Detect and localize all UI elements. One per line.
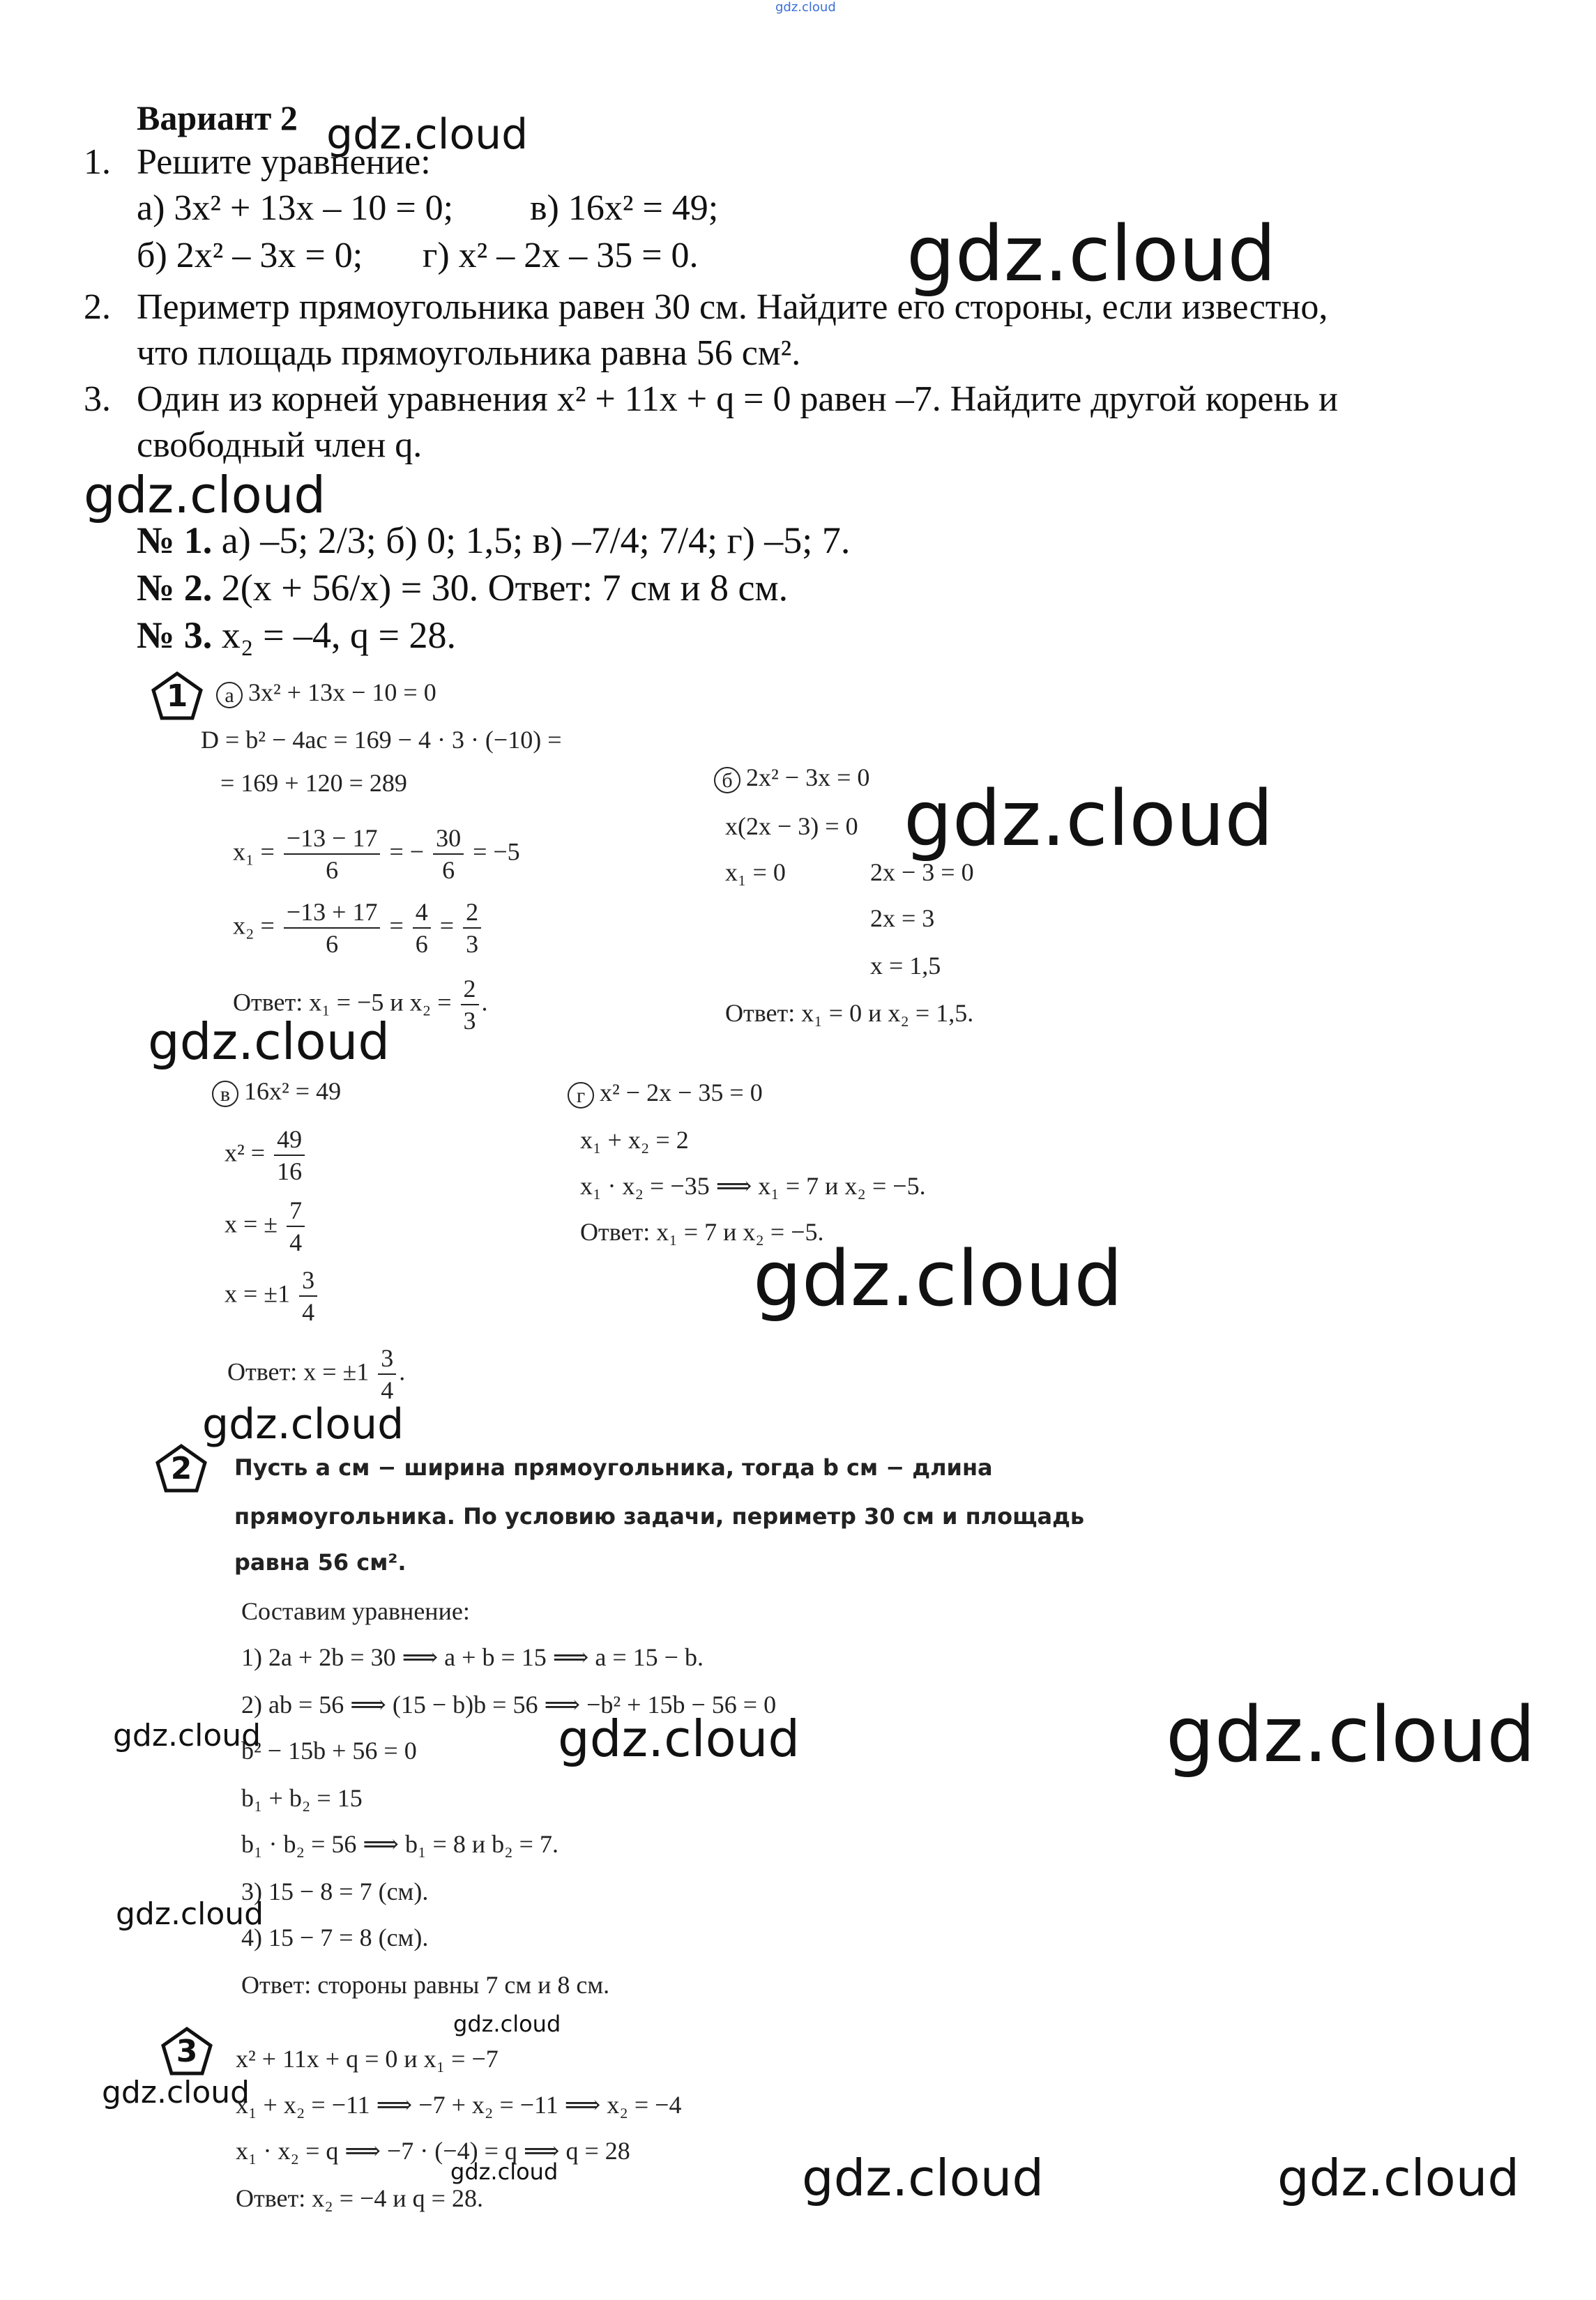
sol1-g-label: г: [568, 1082, 594, 1109]
answer-1-text: а) –5; 2/3; б) 0; 1,5; в) –7/4; 7/4; г) –5; 7.: [221, 519, 851, 561]
sol2-line-9: Ответ: стороны равны 7 см и 8 см.: [241, 1971, 610, 1999]
sol1-a-disc-1: D = b² − 4ac = 169 − 4 · 3 · (−10) =: [201, 726, 562, 754]
sol1-g-line-2: x₁ · x₂ = −35 ⟹ x₁ = 7 и x₂ = −5.: [580, 1172, 926, 1200]
sol1-b-equation: б 2x² − 3x = 0: [714, 763, 869, 793]
variant-title: Вариант 2: [137, 98, 298, 137]
answer-3-label: № 3.: [137, 614, 213, 656]
sol1-v-line-1: x² = $\frac{49}{16}$: [225, 1124, 307, 1187]
pentagon-badge-2-icon: 2: [155, 1443, 208, 1493]
watermark: gdz.cloud: [113, 1718, 261, 1753]
watermark: gdz.cloud: [904, 774, 1274, 863]
sol1-b-line-3: 2x = 3: [870, 904, 935, 932]
watermark: gdz.cloud: [450, 2158, 558, 2185]
task-1-b: б) 2x² – 3x = 0;: [137, 236, 363, 275]
task-2-line-2: что площадь прямоугольника равна 56 см².: [137, 333, 801, 373]
sol2-line-3: 2) ab = 56 ⟹ (15 − b)b = 56 ⟹ −b² + 15b − 56 = 0: [241, 1691, 777, 1719]
sol1-b-label: б: [714, 767, 740, 793]
sol1-a-x2: x₂ = $\frac{-13 + 17}{6}$ = $\frac{4}{6}$ = $\frac{2}{3}$: [233, 897, 484, 959]
sol2-para-3: равна 56 см².: [234, 1549, 406, 1576]
sol2-line-7: 3) 15 − 8 = 7 (см).: [241, 1878, 429, 1905]
sol1-a-answer: Ответ: x₁ = −5 и x₂ = $\frac{2}{3}$ .: [233, 975, 488, 1035]
sol3-line-1: x² + 11x + q = 0 и x₁ = −7: [236, 2045, 499, 2073]
task-1-a: а) 3x² + 13x – 10 = 0;: [137, 188, 454, 228]
answer-3-text: x₂ = –4, q = 28.: [221, 614, 456, 656]
sol1-v-answer: Ответ: x = ±1 $\frac{3}{4}$ .: [227, 1344, 406, 1404]
watermark: gdz.cloud: [1277, 2149, 1520, 2207]
pentagon-badge-3-icon: 3: [160, 2026, 213, 2076]
answer-1-label: № 1.: [137, 519, 213, 561]
sol1-a-label: а: [216, 682, 243, 708]
watermark: gdz.cloud: [148, 1012, 390, 1071]
sol2-line-5: b₁ + b₂ = 15: [241, 1784, 363, 1812]
watermark: gdz.cloud: [753, 1234, 1123, 1323]
sol3-answer: Ответ: x₂ = −4 и q = 28.: [236, 2184, 483, 2212]
watermark: gdz.cloud: [116, 1896, 264, 1932]
sol2-para-2: прямоугольника. По условию задачи, периметр 30 см и площадь: [234, 1503, 1085, 1530]
answer-2: [137, 566, 788, 609]
answer-1: [137, 519, 850, 562]
watermark-top: gdz.cloud: [775, 0, 836, 15]
sol1-b-line-4: x = 1,5: [870, 952, 941, 980]
answer-3: [137, 614, 456, 657]
sol1-v-line-2: x = ± $\frac{7}{4}$: [225, 1195, 307, 1258]
watermark: gdz.cloud: [906, 209, 1277, 298]
watermark: gdz.cloud: [453, 2011, 561, 2037]
task-1-g: г) x² – 2x – 35 = 0.: [423, 236, 699, 275]
sol2-para-1: Пусть a см − ширина прямоугольника, тогда b см − длина: [234, 1454, 993, 1481]
watermark: gdz.cloud: [558, 1709, 800, 1768]
sol1-a-disc-2: = 169 + 120 = 289: [220, 769, 407, 797]
sol2-line-1: Составим уравнение:: [241, 1597, 470, 1625]
watermark: gdz.cloud: [1166, 1690, 1536, 1779]
task-1-v: в) 16x² = 49;: [530, 188, 719, 228]
watermark: gdz.cloud: [202, 1400, 404, 1449]
sol1-b-answer: Ответ: x₁ = 0 и x₂ = 1,5.: [725, 999, 974, 1027]
sol1-b-line-2a: x₁ = 0: [725, 858, 786, 886]
sol1-a-equation: а 3x² + 13x − 10 = 0: [216, 678, 436, 708]
sol2-line-4: b² − 15b + 56 = 0: [241, 1737, 417, 1765]
task-1-number: 1.: [84, 142, 111, 182]
sol3-line-3: x₁ · x₂ = q ⟹ −7 · (−4) = q ⟹ q = 28: [236, 2137, 630, 2165]
answer-2-label: № 2.: [137, 567, 213, 609]
task-3-line-2: свободный член q.: [137, 425, 423, 465]
task-2-line-1: Периметр прямоугольника равен 30 см. Найдите его стороны, если известно,: [137, 287, 1328, 327]
watermark: gdz.cloud: [102, 2075, 250, 2110]
sol2-line-2: 1) 2a + 2b = 30 ⟹ a + b = 15 ⟹ a = 15 − b.: [241, 1643, 704, 1671]
sol1-b-line-2b: 2x − 3 = 0: [870, 858, 974, 886]
sol1-v-equation: в 16x² = 49: [212, 1076, 341, 1107]
watermark: gdz.cloud: [802, 2149, 1044, 2207]
sol1-v-line-3: x = ±1 $\frac{3}{4}$: [225, 1265, 320, 1327]
pentagon-badge-1-icon: 1: [151, 671, 204, 721]
sol1-g-line-1: x₁ + x₂ = 2: [580, 1126, 689, 1154]
sol1-g-answer: Ответ: x₁ = 7 и x₂ = −5.: [580, 1218, 824, 1246]
answer-2-text: 2(x + 56/x) = 30. Ответ: 7 см и 8 см.: [221, 567, 789, 609]
task-1-text: Решите уравнение:: [137, 142, 431, 182]
sol1-a-x1: x₁ = $\frac{-13 - 17}{6}$ = − $\frac{30}{6}$ = −5: [233, 824, 520, 884]
sol1-v-label: в: [212, 1081, 238, 1107]
sol2-line-8: 4) 15 − 7 = 8 (см).: [241, 1924, 429, 1951]
task-3-number: 3.: [84, 379, 111, 419]
watermark: gdz.cloud: [326, 110, 529, 159]
sol1-b-line-1: x(2x − 3) = 0: [725, 812, 858, 840]
sol3-line-2: x₁ + x₂ = −11 ⟹ −7 + x₂ = −11 ⟹ x₂ = −4: [236, 2091, 682, 2119]
task-3-line-1: Один из корней уравнения x² + 11x + q = 0 равен –7. Найдите другой корень и: [137, 379, 1338, 419]
sol1-g-equation: г x² − 2x − 35 = 0: [568, 1078, 763, 1109]
watermark: gdz.cloud: [84, 466, 326, 524]
task-2-number: 2.: [84, 287, 111, 327]
sol2-line-6: b₁ · b₂ = 56 ⟹ b₁ = 8 и b₂ = 7.: [241, 1830, 558, 1858]
